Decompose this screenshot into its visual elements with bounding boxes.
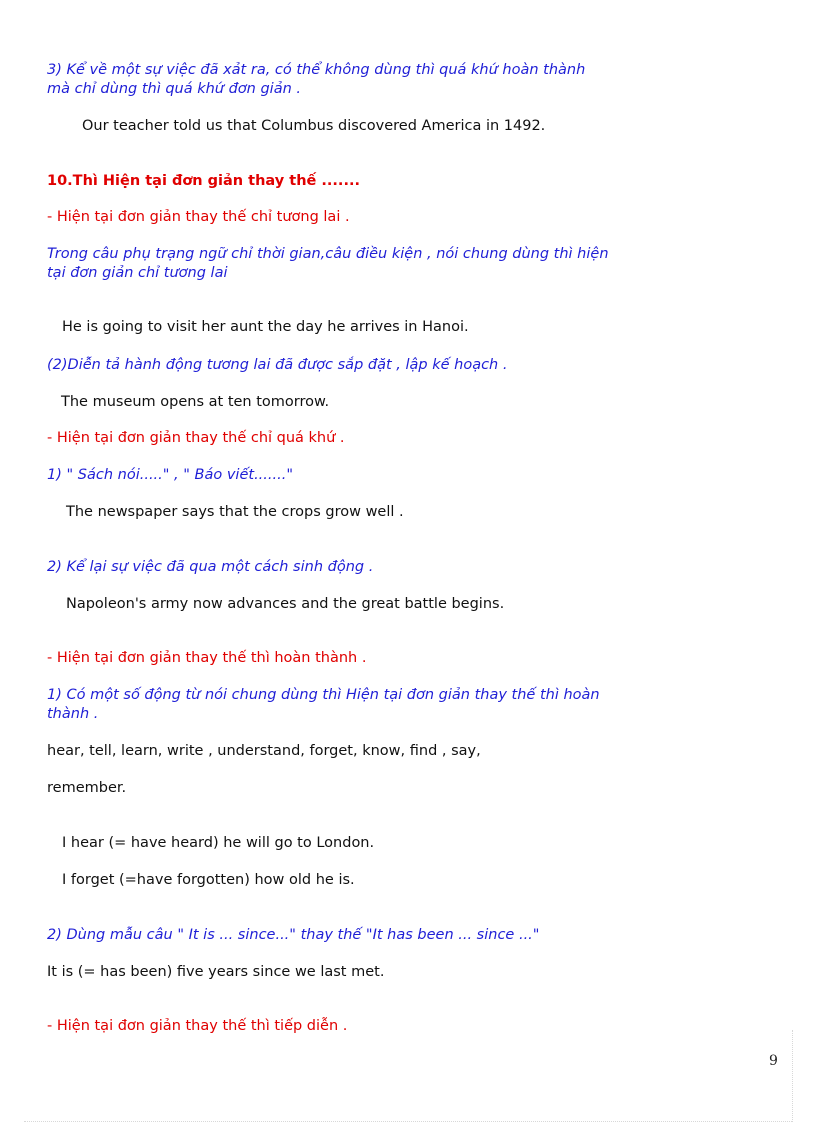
page-border-right	[792, 1030, 793, 1122]
note-past-simple-line1: 3) Kể về một sự việc đã xảt ra, có thể không dùng thì quá khứ hoàn thành	[47, 62, 586, 78]
verb-list-line1: hear, tell, learn, write , understand, forget, know, find , say,	[47, 743, 481, 759]
example-forget: I forget (=have forgotten) how old he is.	[62, 872, 355, 888]
example-hear: I hear (= have heard) he will go to London.	[62, 835, 375, 851]
example-napoleon: Napoleon's army now advances and the great battle begins.	[66, 596, 505, 612]
note-future-line2: tại đơn giản chỉ tương lai	[47, 265, 228, 281]
note-sach-noi: 1) " Sách nói....." , " Báo viết......."	[47, 467, 294, 483]
note-it-is-since: 2) Dùng mẫu câu " It is ... since..." thay thế "It has been ... since ..."	[47, 927, 540, 943]
note-future-line1: Trong câu phụ trạng ngữ chỉ thời gian,câu điều kiện , nói chung dùng thì hiện	[47, 246, 609, 262]
page-number: 9	[769, 1053, 778, 1069]
example-newspaper: The newspaper says that the crops grow well .	[66, 504, 404, 520]
subheading-perfect: - Hiện tại đơn giản thay thế thì hoàn thành .	[47, 650, 367, 666]
verb-list-line2: remember.	[47, 780, 127, 796]
example-five-years: It is (= has been) five years since we last met.	[47, 964, 385, 980]
example-columbus: Our teacher told us that Columbus discovered America in 1492.	[82, 118, 546, 134]
subheading-continuous: - Hiện tại đơn giản thay thế thì tiếp diễn .	[47, 1018, 348, 1034]
section-heading-10: 10.Thì Hiện tại đơn giản thay thế .......	[47, 173, 360, 189]
note-planned-future: (2)Diễn tả hành động tương lai đã được sắp đặt , lập kế hoạch .	[47, 357, 508, 373]
note-verbs-line1: 1) Có một số động từ nói chung dùng thì Hiện tại đơn giản thay thế thì hoàn	[47, 687, 600, 703]
subheading-past: - Hiện tại đơn giản thay thế chỉ quá khứ .	[47, 430, 345, 446]
subheading-future: - Hiện tại đơn giản thay thế chỉ tương lai .	[47, 209, 350, 225]
example-museum: The museum opens at ten tomorrow.	[61, 394, 330, 410]
example-aunt: He is going to visit her aunt the day he arrives in Hanoi.	[62, 319, 469, 335]
page-border-bottom	[24, 1121, 792, 1122]
note-past-simple-line2: mà chỉ dùng thì quá khứ đơn giản .	[47, 81, 302, 97]
note-vivid-narration: 2) Kể lại sự việc đã qua một cách sinh động .	[47, 559, 374, 575]
note-verbs-line2: thành .	[47, 706, 99, 722]
